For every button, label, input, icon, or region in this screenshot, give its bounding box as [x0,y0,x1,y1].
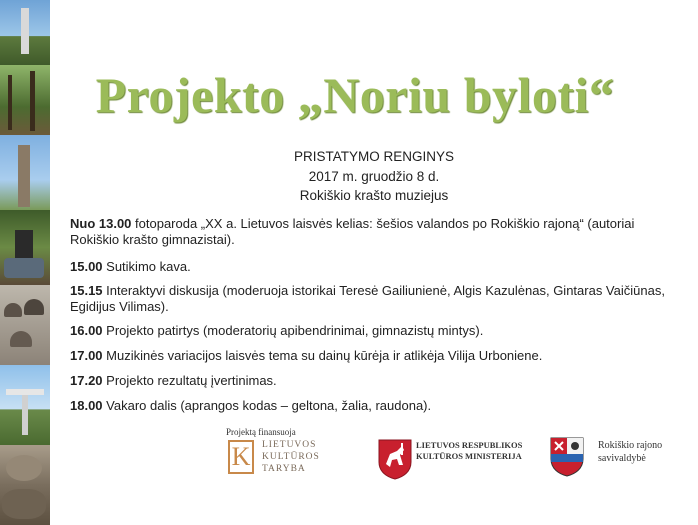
council-line-2: KULTŪROS [262,452,320,462]
agenda-text: fotoparoda „XX a. Lietuvos laisvės kelias: šešios valandos po Rokiškio rajoną“ (autoriai Rokiškio krašto gimnazistai). [70,216,635,247]
agenda-text: Vakaro dalis (aprangos kodas – geltona, žalia, raudona). [102,398,432,413]
rocks-photo [0,445,50,525]
agenda-text: Projekto rezultatų įvertinimas. [102,373,277,388]
page-title: Projekto „Noriu byloti“ [95,67,615,123]
agenda-time: 18.00 [70,398,103,413]
council-line-3: TARYBA [262,464,306,474]
agenda-text: Projekto patirtys (moderatorių apibendrinimai, gimnazistų mintys). [102,323,484,338]
agenda-item [70,398,680,414]
agenda-time: 16.00 [70,323,103,338]
ministry-line-2: KULTŪROS MINISTERIJA [416,451,522,461]
event-label: PRISTATYMO RENGINYS [293,149,455,164]
agenda-text: Sutikimo kava. [102,259,191,274]
tower-photo [0,135,50,210]
funded-by-label: Projektą finansuoja [226,427,296,437]
monument-photo [0,0,50,65]
doorway-photo [0,210,50,285]
council-line-1: LIETUVOS [262,440,317,450]
agenda-item [70,259,680,275]
event-date: 2017 m. gruodžio 8 d. [308,169,440,184]
agenda-text: Muzikinės variacijos laisvės tema su dainų kūrėja ir atlikėja Vilija Urboniene. [102,348,543,363]
agenda-item [70,283,680,315]
ministry-line-1: LIETUVOS RESPUBLIKOS [416,440,523,450]
agenda-item [70,373,680,389]
rokiskis-coat-of-arms-icon [550,437,584,477]
agenda-time: 17.20 [70,373,103,388]
vytis-coat-of-arms-icon [377,438,413,480]
municipality-line-1: Rokiškio rajono [598,440,663,451]
agenda-item [70,323,680,339]
helmets-photo [0,285,50,365]
agenda-time: Nuo 13.00 [70,216,132,231]
agenda-time: 17.00 [70,348,103,363]
agenda-time: 15.15 [70,283,103,298]
agenda-time: 15.00 [70,259,103,274]
agenda-item [70,348,680,364]
agenda-item [70,216,680,248]
agenda-text: Interaktyvi diskusija (moderuoja istorikai Teresė Gailiunienė, Algis Kazulėnas, Gintaras Vaičiūnas, Egidijus Vilimas). [70,283,665,314]
memorial-photo [0,365,50,445]
municipality-line-2: savivaldybė [598,453,646,464]
event-place: Rokiškio krašto muziejus [299,188,449,203]
council-k-icon: K [228,440,254,474]
